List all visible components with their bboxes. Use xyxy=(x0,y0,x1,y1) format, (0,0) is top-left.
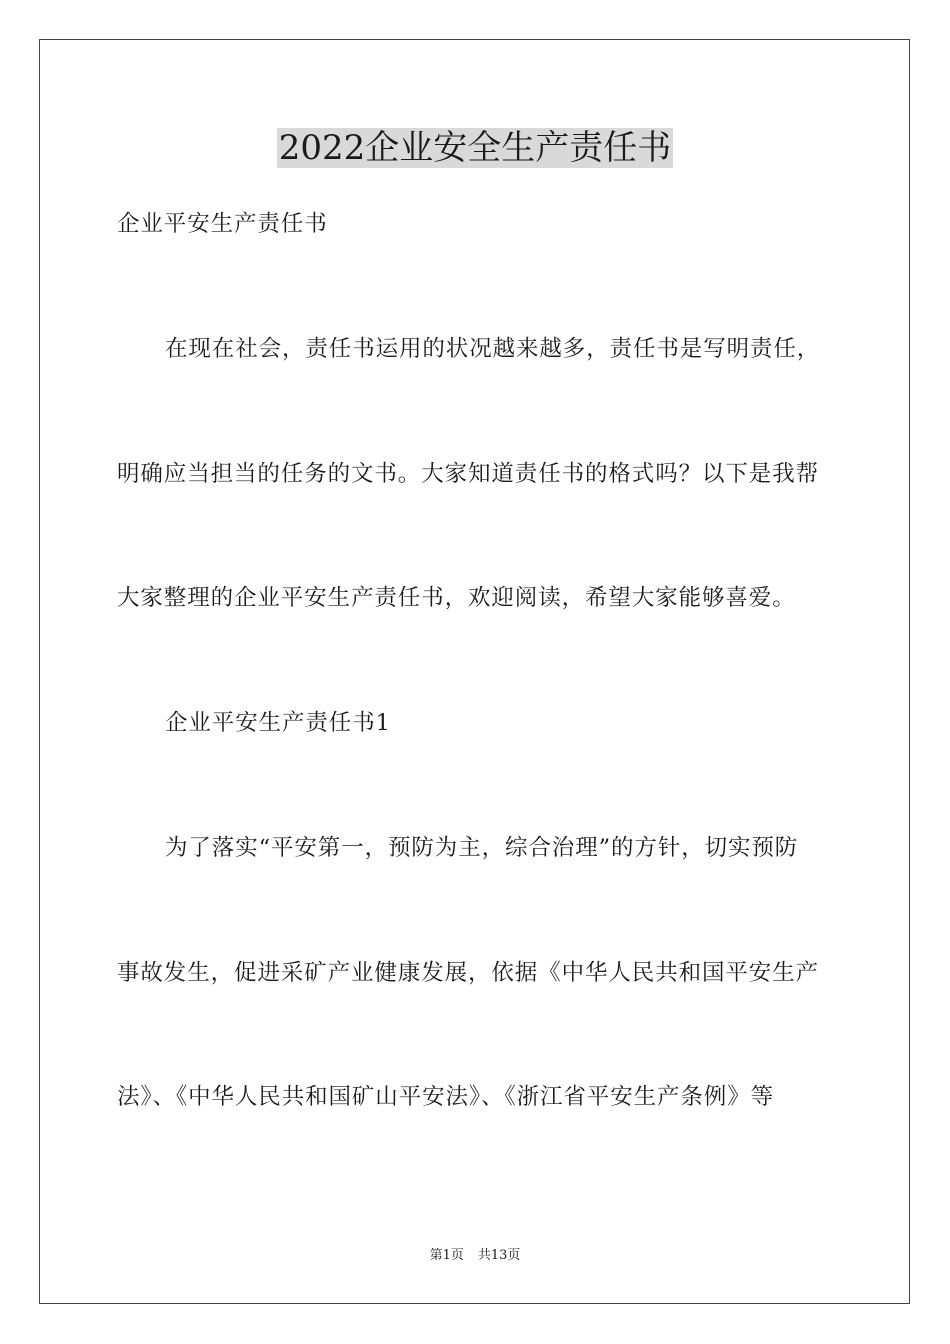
paragraph-line-3: 大家整理的企业平安生产责任书，欢迎阅读，希望大家能够喜爱。 xyxy=(117,585,796,611)
section-heading-1: 企业平安生产责任书1 xyxy=(165,710,391,736)
page-total: 共13页 xyxy=(477,1248,521,1263)
page-number: 第1页 xyxy=(429,1248,464,1263)
subtitle-line: 企业平安生产责任书 xyxy=(117,211,328,237)
paragraph-line-6: 事故发生，促进采矿产业健康发展，依据《中华人民共和国平安生产 xyxy=(117,960,820,986)
document-title xyxy=(0,124,950,172)
paragraph-line-5: 为了落实“平安第一，预防为主，综合治理”的方针，切实预防 xyxy=(165,835,799,861)
paragraph-line-1: 在现在社会，责任书运用的状况越来越多，责任书是写明责任， xyxy=(165,336,821,362)
document-title-text: 2022企业安全生产责任书 xyxy=(278,128,672,168)
page-footer xyxy=(0,1247,950,1265)
paragraph-line-7: 法》、《中华人民共和国矿山平安法》、《浙江省平安生产条例》等 xyxy=(117,1084,775,1110)
paragraph-line-2: 明确应当担当的任务的文书。大家知道责任书的格式吗？以下是我帮 xyxy=(117,461,820,487)
